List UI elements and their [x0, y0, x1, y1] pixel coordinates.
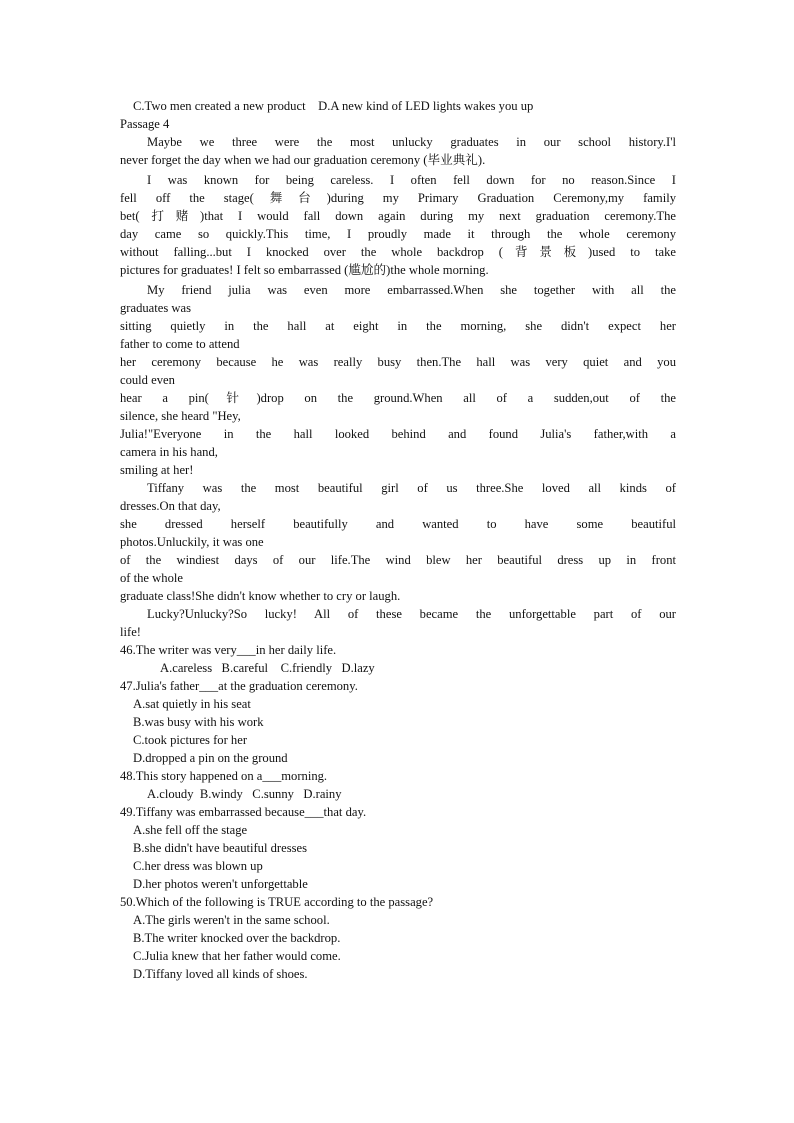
option-a: A.The girls weren't in the same school.: [133, 913, 330, 927]
paragraph-line: of the whole: [120, 571, 183, 585]
paragraph-line: pictures for graduates! I felt so embarrassed (尴尬的)the whole morning.: [120, 263, 489, 277]
question-options: A.careless B.careful C.friendly D.lazy: [160, 661, 375, 675]
option-c: C.her dress was blown up: [133, 859, 263, 873]
paragraph-line: graduate class!She didn't know whether to cry or laugh.: [120, 589, 401, 603]
question-48: [120, 767, 676, 803]
paragraph-5: [120, 605, 676, 641]
option-c: C.Julia knew that her father would come.: [133, 949, 341, 963]
option-d: D.her photos weren't unforgettable: [133, 877, 308, 891]
paragraph-line: could even: [120, 373, 175, 387]
paragraph-line: silence, she heard "Hey,: [120, 409, 241, 423]
paragraph-2: [120, 171, 676, 279]
previous-question-options: [120, 97, 676, 115]
question-49: [120, 803, 676, 893]
option-c: C.Two men created a new product: [133, 99, 306, 113]
paragraph-line: Julia!"Everyone in the hall looked behind and found Julia's father,with a: [120, 427, 676, 441]
paragraph-line: sitting quietly in the hall at eight in the morning, she didn't expect her: [120, 319, 676, 333]
paragraph-line: Maybe we three were the most unlucky graduates in our school history.I'l: [147, 135, 676, 149]
question-47: [120, 677, 676, 767]
paragraph-4: [120, 479, 676, 605]
paragraph-3: [120, 281, 676, 479]
question-stem: 48.This story happened on a___morning.: [120, 769, 328, 783]
question-46: [120, 641, 676, 677]
paragraph-line: she dressed herself beautifully and wanted to have some beautiful: [120, 517, 676, 531]
paragraph-line: of the windiest days of our life.The wind blew her beautiful dress up in front: [120, 553, 676, 567]
option-b: B.was busy with his work: [133, 715, 264, 729]
paragraph-line: hear a pin(针)drop on the ground.When all of a sudden,out of the: [120, 391, 676, 405]
option-d: D.Tiffany loved all kinds of shoes.: [133, 967, 308, 981]
question-options: A.cloudy B.windy C.sunny D.rainy: [147, 787, 342, 801]
option-a: A.she fell off the stage: [133, 823, 248, 837]
question-stem: 46.The writer was very___in her daily life.: [120, 643, 337, 657]
paragraph-line: photos.Unluckily, it was one: [120, 535, 264, 549]
option-c: C.took pictures for her: [133, 733, 248, 747]
document-page: [120, 97, 676, 983]
paragraph-line: fell off the stage(舞台)during my Primary Graduation Ceremony,my family: [120, 191, 676, 205]
paragraph-line: without falling...but I knocked over the whole backdrop (背景板)used to take: [120, 245, 676, 259]
option-d: D.dropped a pin on the ground: [133, 751, 288, 765]
paragraph-line: I was known for being careless. I often fell down for no reason.Since I: [147, 173, 676, 187]
paragraph-line: Lucky?Unlucky?So lucky! All of these became the unforgettable part of our: [147, 607, 676, 621]
paragraph-line: her ceremony because he was really busy then.The hall was very quiet and you: [120, 355, 676, 369]
question-50: [120, 893, 676, 983]
paragraph-1: [120, 133, 676, 169]
question-stem: 49.Tiffany was embarrassed because___that day.: [120, 805, 367, 819]
option-b: B.The writer knocked over the backdrop.: [133, 931, 341, 945]
option-b: B.she didn't have beautiful dresses: [133, 841, 307, 855]
question-stem: 50.Which of the following is TRUE according to the passage?: [120, 895, 434, 909]
passage-title: Passage 4: [120, 117, 170, 131]
paragraph-line: life!: [120, 625, 141, 639]
paragraph-line: bet(打赌)that I would fall down again during my next graduation ceremony.The: [120, 209, 676, 223]
paragraph-line: day came so quickly.This time, I proudly made it through the whole ceremony: [120, 227, 676, 241]
paragraph-line: smiling at her!: [120, 463, 194, 477]
paragraph-line: father to come to attend: [120, 337, 240, 351]
option-d: D.A new kind of LED lights wakes you up: [318, 99, 534, 113]
paragraph-line: Tiffany was the most beautiful girl of us three.She loved all kinds of: [147, 481, 676, 495]
paragraph-line: never forget the day when we had our graduation ceremony (毕业典礼).: [120, 153, 486, 167]
option-a: A.sat quietly in his seat: [133, 697, 251, 711]
paragraph-line: camera in his hand,: [120, 445, 218, 459]
paragraph-line: My friend julia was even more embarrassed.When she together with all the: [147, 283, 676, 297]
paragraph-line: graduates was: [120, 301, 191, 315]
paragraph-line: dresses.On that day,: [120, 499, 221, 513]
question-stem: 47.Julia's father___at the graduation ceremony.: [120, 679, 358, 693]
